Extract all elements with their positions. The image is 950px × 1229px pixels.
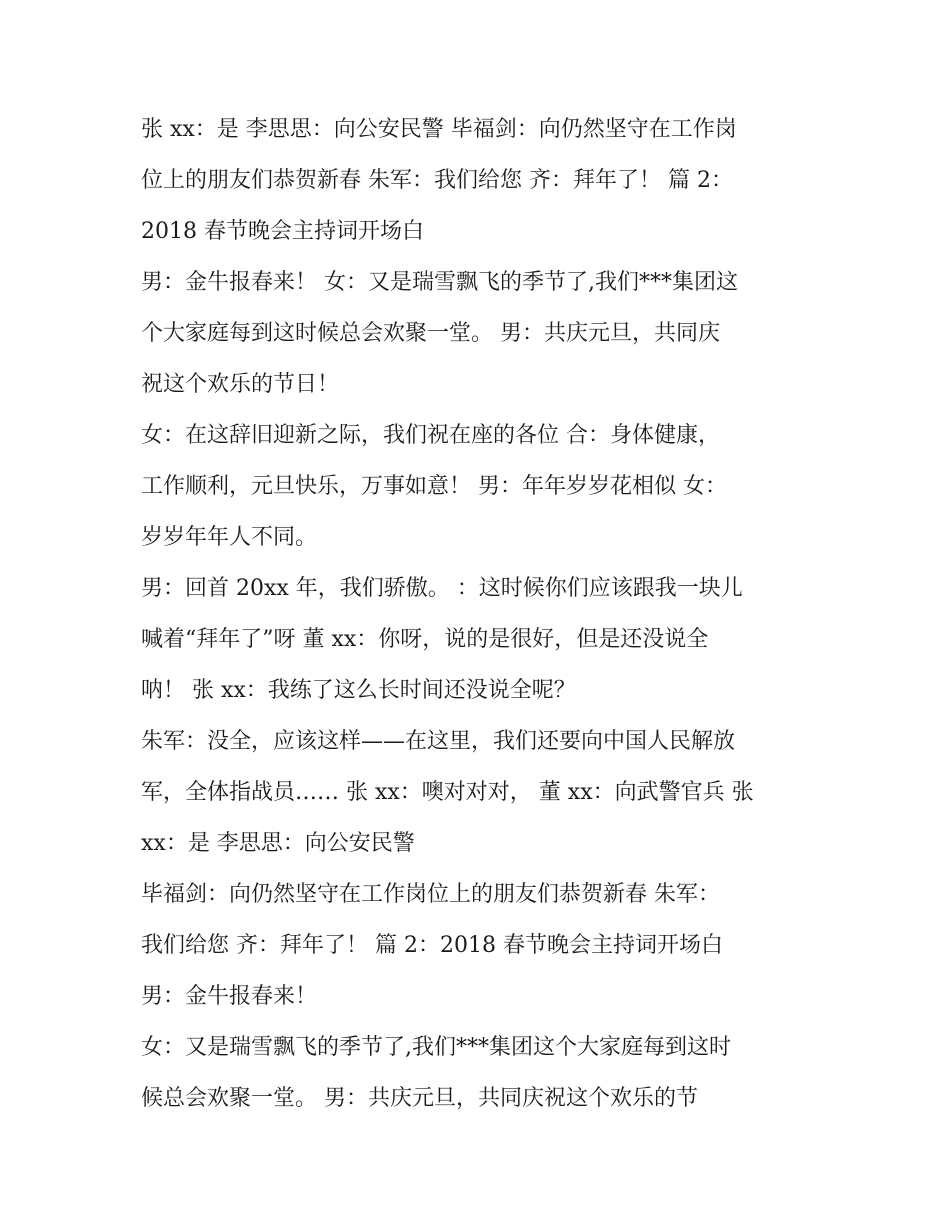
text-line: xx：是 李思思：向公安民警 bbox=[141, 831, 415, 856]
text-line: 张 xx：是 李思思：向公安民警 毕福剑：向仍然坚守在工作岗 bbox=[141, 117, 737, 142]
text-line: 我们给您 齐：拜年了！ 篇 2：2018 春节晚会主持词开场白 bbox=[141, 933, 723, 958]
text-line: 女：又是瑞雪飘飞的季节了,我们***集团这个大家庭每到这时 bbox=[141, 1035, 731, 1060]
text-line: 毕福剑：向仍然坚守在工作岗位上的朋友们恭贺新春 朱军： bbox=[141, 882, 720, 907]
text-line: 朱军：没全，应该这样——在这里，我们还要向中国人民解放 bbox=[141, 729, 736, 754]
document-body bbox=[141, 108, 821, 1128]
text-line: 个大家庭每到这时候总会欢聚一堂。 男：共庆元旦，共同庆 bbox=[141, 321, 720, 346]
text-line: 军，全体指战员…… 张 xx：噢对对对， 董 xx：向武警官兵 张 bbox=[141, 780, 754, 805]
text-line: 男：金牛报春来！ 女：又是瑞雪飘飞的季节了,我们***集团这 bbox=[141, 270, 738, 295]
text-line: 岁岁年年人不同。 bbox=[141, 525, 318, 550]
text-line: 位上的朋友们恭贺新春 朱军：我们给您 齐：拜年了！ 篇 2： bbox=[141, 168, 733, 193]
text-line: 工作顺利，元旦快乐，万事如意！ 男：年年岁岁花相似 女： bbox=[141, 474, 727, 499]
text-line: 男：回首 20xx 年，我们骄傲。 ：这时候你们应该跟我一块儿 bbox=[141, 576, 743, 601]
text-line: 男：金牛报春来！ bbox=[141, 984, 318, 1009]
text-line: 喊着“拜年了”呀 董 xx：你呀，说的是很好，但是还没说全 bbox=[141, 627, 709, 652]
text-line: 2018 春节晚会主持词开场白 bbox=[141, 219, 424, 244]
text-line: 呐！ 张 xx：我练了这么长时间还没说全呢？ bbox=[141, 678, 576, 703]
text-line: 祝这个欢乐的节日！ bbox=[141, 372, 340, 397]
text-line: 候总会欢聚一堂。 男：共庆元旦，共同庆祝这个欢乐的节 bbox=[141, 1086, 698, 1111]
text-line: 女：在这辞旧迎新之际，我们祝在座的各位 合：身体健康， bbox=[141, 423, 720, 448]
